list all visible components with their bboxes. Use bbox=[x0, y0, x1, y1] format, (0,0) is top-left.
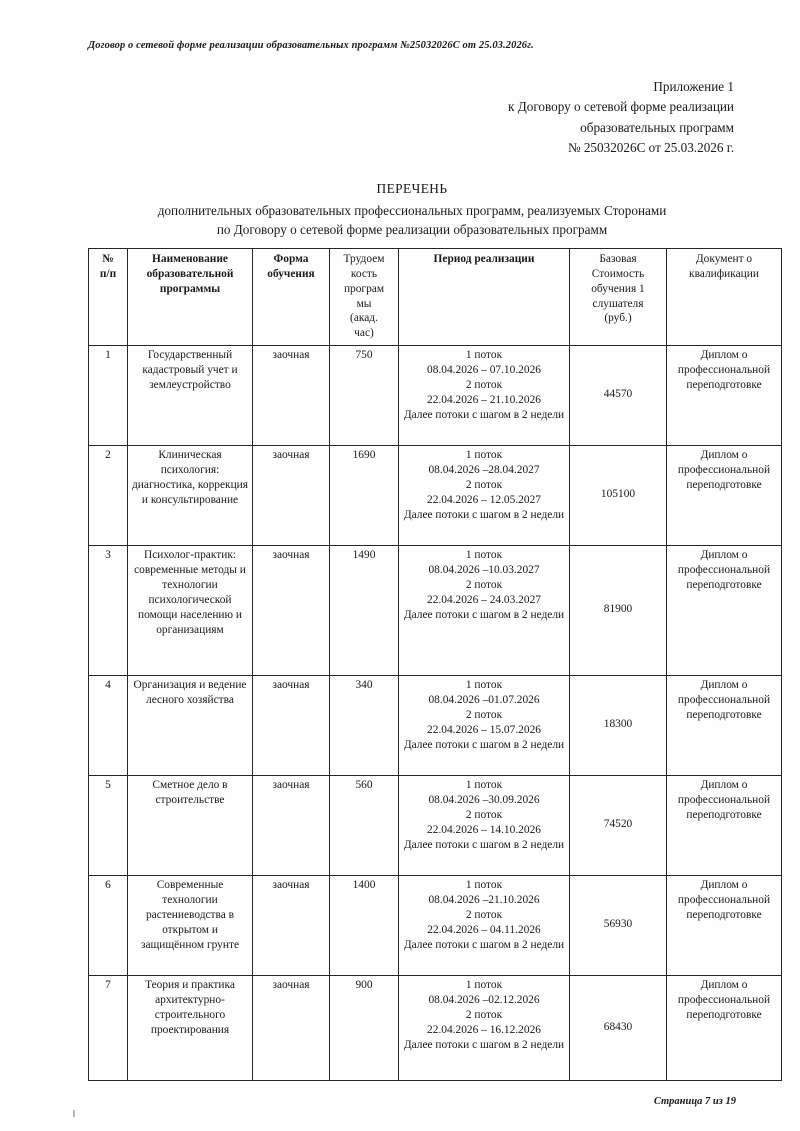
column-header-hours-l3: програм bbox=[343, 282, 385, 295]
cell-num: 2 bbox=[89, 446, 128, 546]
cell-num: 4 bbox=[89, 676, 128, 776]
cell-form: заочная bbox=[253, 446, 330, 546]
cell-cost: 74520 bbox=[570, 776, 667, 876]
column-header-doc bbox=[667, 249, 782, 346]
cell-form: заочная bbox=[253, 346, 330, 446]
cell-hours: 1690 bbox=[330, 446, 399, 546]
appendix-block bbox=[88, 77, 734, 159]
cell-period: 1 поток 08.04.2026 –02.12.2026 2 поток 22.04.2026 – 16.12.2026 Далее потоки с шагом в 2 недели bbox=[399, 976, 570, 1081]
table-row bbox=[89, 976, 782, 1081]
cell-cost: 81900 bbox=[570, 546, 667, 676]
cell-form: заочная bbox=[253, 976, 330, 1081]
cell-doc: Диплом о профессиональной переподготовке bbox=[667, 976, 782, 1081]
column-header-hours-l2: кость bbox=[350, 267, 378, 280]
page-title: ПЕРЕЧЕНЬ bbox=[376, 180, 448, 196]
cell-form: заочная bbox=[253, 776, 330, 876]
column-header-name bbox=[128, 249, 253, 346]
column-header-hours-l5: (акад. bbox=[350, 312, 378, 325]
column-header-form bbox=[253, 249, 330, 346]
column-header-form-l2: обучения bbox=[267, 267, 315, 280]
cell-doc: Диплом о профессиональной переподготовке bbox=[667, 676, 782, 776]
column-header-hours-l4: мы bbox=[356, 297, 372, 310]
cell-doc: Диплом о профессиональной переподготовке bbox=[667, 346, 782, 446]
cell-num: 6 bbox=[89, 876, 128, 976]
column-header-form-l1: Форма bbox=[273, 253, 309, 266]
column-header-cost-l3: обучения 1 bbox=[591, 282, 645, 295]
cell-num: 1 bbox=[89, 346, 128, 446]
cell-name: Государственный кадастровый учет и землеустройство bbox=[128, 346, 253, 446]
column-header-name-l2: образовательной bbox=[146, 267, 234, 280]
column-header-hours-l6: час) bbox=[354, 327, 374, 340]
column-header-period bbox=[399, 249, 570, 346]
cell-form: заочная bbox=[253, 546, 330, 676]
cell-period: 1 поток 08.04.2026 – 07.10.2026 2 поток 22.04.2026 – 21.10.2026 Далее потоки с шагом в 2 недели bbox=[399, 346, 570, 446]
cell-cost: 105100 bbox=[570, 446, 667, 546]
cell-doc: Диплом о профессиональной переподготовке bbox=[667, 876, 782, 976]
page-artifact bbox=[73, 1110, 75, 1117]
table-row bbox=[89, 346, 782, 446]
cell-name: Сметное дело в строительстве bbox=[128, 776, 253, 876]
column-header-num bbox=[89, 249, 128, 346]
column-header-hours-l1: Трудоем bbox=[343, 253, 385, 266]
cell-hours: 750 bbox=[330, 346, 399, 446]
cell-hours: 340 bbox=[330, 676, 399, 776]
cell-cost: 44570 bbox=[570, 346, 667, 446]
cell-name: Клиническая психология: диагностика, коррекция и консультирование bbox=[128, 446, 253, 546]
cell-period: 1 поток 08.04.2026 –28.04.2027 2 поток 22.04.2026 – 12.05.2027 Далее потоки с шагом в 2 недели bbox=[399, 446, 570, 546]
column-header-doc-l2: квалификации bbox=[689, 267, 759, 280]
table-row bbox=[89, 676, 782, 776]
cell-cost: 18300 bbox=[570, 676, 667, 776]
appendix-line-4: № 25032026С от 25.03.2026 г. bbox=[567, 140, 734, 156]
cell-num: 5 bbox=[89, 776, 128, 876]
column-header-doc-l1: Документ о bbox=[695, 253, 753, 266]
cell-hours: 1400 bbox=[330, 876, 399, 976]
column-header-cost-l1: Базовая bbox=[599, 253, 637, 266]
page-subtitle bbox=[88, 201, 736, 239]
table-row bbox=[89, 546, 782, 676]
table-row bbox=[89, 876, 782, 976]
cell-doc: Диплом о профессиональной переподготовке bbox=[667, 446, 782, 546]
cell-period: 1 поток 08.04.2026 –01.07.2026 2 поток 22.04.2026 – 15.07.2026 Далее потоки с шагом в 2 недели bbox=[399, 676, 570, 776]
column-header-hours bbox=[330, 249, 399, 346]
appendix-line-2: к Договору о сетевой форме реализации bbox=[508, 99, 734, 115]
cell-period: 1 поток 08.04.2026 –21.10.2026 2 поток 22.04.2026 – 04.11.2026 Далее потоки с шагом в 2 недели bbox=[399, 876, 570, 976]
column-header-num-l1: № bbox=[102, 253, 114, 266]
table-body bbox=[89, 346, 782, 1081]
cell-period: 1 поток 08.04.2026 –30.09.2026 2 поток 22.04.2026 – 14.10.2026 Далее потоки с шагом в 2 недели bbox=[399, 776, 570, 876]
page-subtitle-line-1: дополнительных образовательных профессиональных программ, реализуемых Сторонами bbox=[157, 202, 667, 218]
cell-hours: 900 bbox=[330, 976, 399, 1081]
cell-doc: Диплом о профессиональной переподготовке bbox=[667, 546, 782, 676]
page-subtitle-line-2: по Договору о сетевой форме реализации образовательных программ bbox=[216, 221, 608, 237]
cell-cost: 68430 bbox=[570, 976, 667, 1081]
column-header-period-l1: Период реализации bbox=[433, 253, 535, 266]
appendix-line-3: образовательных программ bbox=[580, 119, 734, 135]
column-header-cost-l5: (руб.) bbox=[604, 312, 632, 325]
cell-cost: 56930 bbox=[570, 876, 667, 976]
cell-name: Организация и ведение лесного хозяйства bbox=[128, 676, 253, 776]
appendix-line-1: Приложение 1 bbox=[653, 79, 734, 94]
programs-table bbox=[88, 248, 782, 1081]
column-header-cost-l4: слушателя bbox=[592, 297, 644, 310]
cell-num: 3 bbox=[89, 546, 128, 676]
cell-period: 1 поток 08.04.2026 –10.03.2027 2 поток 22.04.2026 – 24.03.2027 Далее потоки с шагом в 2 недели bbox=[399, 546, 570, 676]
cell-name: Теория и практика архитектурно-строительного проектирования bbox=[128, 976, 253, 1081]
table-row bbox=[89, 776, 782, 876]
cell-form: заочная bbox=[253, 876, 330, 976]
table-row bbox=[89, 446, 782, 546]
page-footer: Страница 7 из 19 bbox=[653, 1096, 736, 1107]
cell-hours: 1490 bbox=[330, 546, 399, 676]
cell-doc: Диплом о профессиональной переподготовке bbox=[667, 776, 782, 876]
cell-num: 7 bbox=[89, 976, 128, 1081]
table-header bbox=[89, 249, 782, 346]
column-header-cost-l2: Стоимость bbox=[591, 267, 645, 280]
page-content bbox=[88, 40, 771, 1081]
running-head: Договор о сетевой форме реализации образовательных программ №25032026С от 25.03.2026г. bbox=[88, 40, 534, 51]
cell-hours: 560 bbox=[330, 776, 399, 876]
column-header-cost bbox=[570, 249, 667, 346]
cell-name: Психолог-практик: современные методы и технологии психологической помощи населению и организациям bbox=[128, 546, 253, 676]
table-header-row bbox=[89, 249, 782, 346]
column-header-name-l1: Наименование bbox=[152, 253, 228, 266]
column-header-name-l3: программы bbox=[159, 282, 221, 295]
column-header-num-l2: п/п bbox=[99, 267, 117, 280]
cell-name: Современные технологии растениеводства в открытом и защищённом грунте bbox=[128, 876, 253, 976]
cell-form: заочная bbox=[253, 676, 330, 776]
